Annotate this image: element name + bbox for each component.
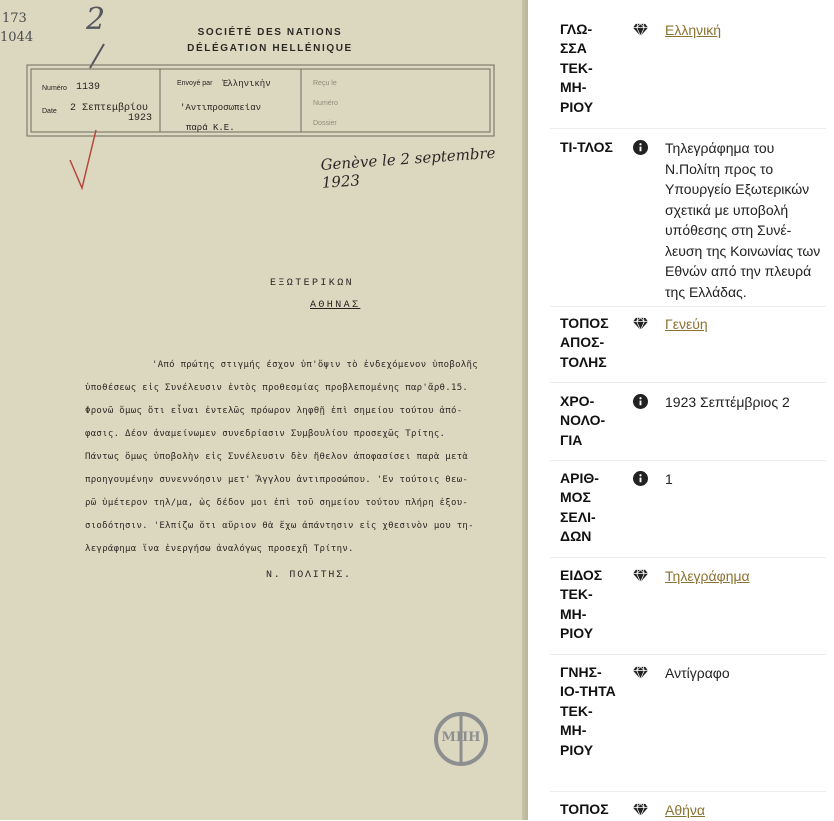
metadata-value: 1923 Σεπτέμβριος 2 (665, 394, 790, 410)
gem-icon (633, 568, 648, 583)
red-check-mark (64, 126, 104, 192)
stamp-letters: ΜΠΗ (441, 730, 481, 745)
body-line: 'Από πρώτης στιγμής έσχον ὑπ'ὄψιν τὸ ἐνδεχόμενον ὑποβολῆς (152, 360, 478, 370)
form-envoye-line2: 'Αντιπροσωπείαν (180, 103, 262, 113)
metadata-row-title (550, 138, 826, 307)
body-line: ρῶ ὑμέτερον τηλ/μα, ὡς δέδον μοι ἐπὶ τοῦ σημείου τούτου πλήρη ἐξου- (85, 498, 469, 508)
gem-icon (633, 316, 648, 331)
metadata-value: Αντίγραφο (665, 665, 730, 681)
form-numero-label: Numéro (42, 85, 67, 92)
addressee-city: ΑΘΗΝΑΣ (310, 300, 361, 311)
metadata-row-destination-place (550, 800, 826, 820)
body-line: προηγουμένην συνεννόησιν μετ' Ἄγγλου ἀντιπροσώπου. 'Εν τούτοις θεω- (85, 475, 469, 485)
metadata-row-authenticity (550, 663, 826, 792)
gem-icon (633, 802, 648, 817)
scan-edge (522, 0, 528, 820)
form-envoye-line1: Ἑλληνικὴν (222, 79, 271, 89)
metadata-row-language (550, 20, 826, 129)
body-line: φασις. Δέον ἀναμείνωμεν συνεδρίασιν Συμβουλίου προσεχῶς Τρίτης. (85, 429, 446, 439)
form-numero-value: 1139 (76, 82, 101, 93)
metadata-value-link[interactable]: Αθήνα (665, 802, 706, 818)
gem-icon (633, 22, 648, 37)
metadata-label: ΓΝΗΣ-ΙΟ-ΤΗΤΑ ΤΕΚ-ΜΗ-ΡΙΟΥ (560, 664, 616, 758)
metadata-label: ΤΟΠΟΣ ΑΠΟΣ-ΤΟΛΗΣ (560, 315, 609, 370)
metadata-value: Τηλεγράφημα του Ν.Πολίτη προς το Υπουργείο Εξωτερικών σχετικά με υποβολή υπόθεσης στη Συνέ-λευση της Κοινωνίας των Εθνών από την πλευρά της Ελλάδας. (665, 140, 821, 300)
form-envoye-label: Envoyé par (177, 80, 213, 87)
metadata-row-origin-place (550, 314, 826, 383)
metadata-value: 1 (665, 471, 673, 487)
info-icon (633, 471, 648, 486)
form-numero2-label: Numéro (313, 100, 338, 107)
metadata-label: ΓΛΩ-ΣΣΑ ΤΕΚ-ΜΗ-ΡΙΟΥ (560, 21, 594, 115)
metadata-label: ΕΙΔΟΣ ΤΕΚ-ΜΗ-ΡΙΟΥ (560, 567, 603, 642)
metadata-row-page-count (550, 469, 826, 558)
metadata-value-link[interactable]: Γενεύη (665, 316, 708, 332)
pencil-mark-2: 2 (86, 2, 106, 37)
metadata-label: ΑΡΙΘ-ΜΟΣ ΣΕΛΙ-ΔΩΝ (560, 470, 599, 545)
metadata-row-document-type (550, 566, 826, 655)
metadata-row-date (550, 392, 826, 461)
archive-stamp (434, 712, 488, 766)
pencil-number-top: 173 (2, 11, 27, 26)
body-line: ὑποθέσεως εἰς Συνέλευσιν ἐντὸς προθεσμίας προβλεπομένης παρ'ἄρθ.15. (85, 383, 469, 393)
signature: Ν. ΠΟΛΙΤΗΣ. (266, 570, 352, 581)
form-recu-label: Reçu le (313, 80, 337, 87)
info-icon (633, 394, 648, 409)
handwritten-place-date: Genève le 2 septembre 1923 (320, 143, 497, 192)
form-date-value-year: 1923 (128, 113, 153, 124)
letterhead-line2: DÉLÉGATION HELLÉNIQUE (187, 43, 353, 54)
addressee-ministry: ΕΞΩΤΕΡΙΚΩΝ (270, 278, 355, 289)
info-icon (633, 140, 648, 155)
form-date-label: Date (42, 108, 57, 115)
metadata-label: ΧΡΟ-ΝΟΛΟ-ΓΙΑ (560, 393, 606, 448)
form-date-value-day: 2 Σεπτεμβρίου (70, 103, 149, 114)
body-line: Πάντως ὅμως ὑποβολὴν εἰς Συνέλευσιν δὲν ἤθελον ἀποφασίσει παρὰ μετὰ (85, 452, 469, 462)
gem-icon (633, 665, 648, 680)
metadata-value-link[interactable]: Ελληνική (665, 22, 722, 38)
pencil-number-bottom: 1044 (0, 30, 34, 45)
body-line: λεγράφημα ἵνα ἐνεργήσω ἀναλόγως προσεχῆ Τρίτην. (85, 544, 354, 554)
form-envoye-line3: παρά Κ.Ε. (186, 123, 235, 133)
metadata-label: ΤΙ-ΤΛΟΣ (560, 139, 613, 155)
form-dossier-label: Dossier (313, 120, 337, 127)
body-line: Φρονῶ ὅμως ὅτι εἶναι ἐντελῶς πρόωρον ληφθῇ ἐπὶ σημείου τούτου ἀπό- (85, 406, 463, 416)
body-line: σιοδότησιν. 'Ελπίζω ὅτι αὔριον θὰ ἔχω ἀπάντησιν εἰς χθεσινὸν μου τη- (85, 521, 474, 531)
letterhead-line1: SOCIÉTÉ DES NATIONS (197, 27, 343, 38)
metadata-label: ΤΟΠΟΣ (560, 801, 609, 817)
metadata-value-link[interactable]: Τηλεγράφημα (665, 568, 750, 584)
